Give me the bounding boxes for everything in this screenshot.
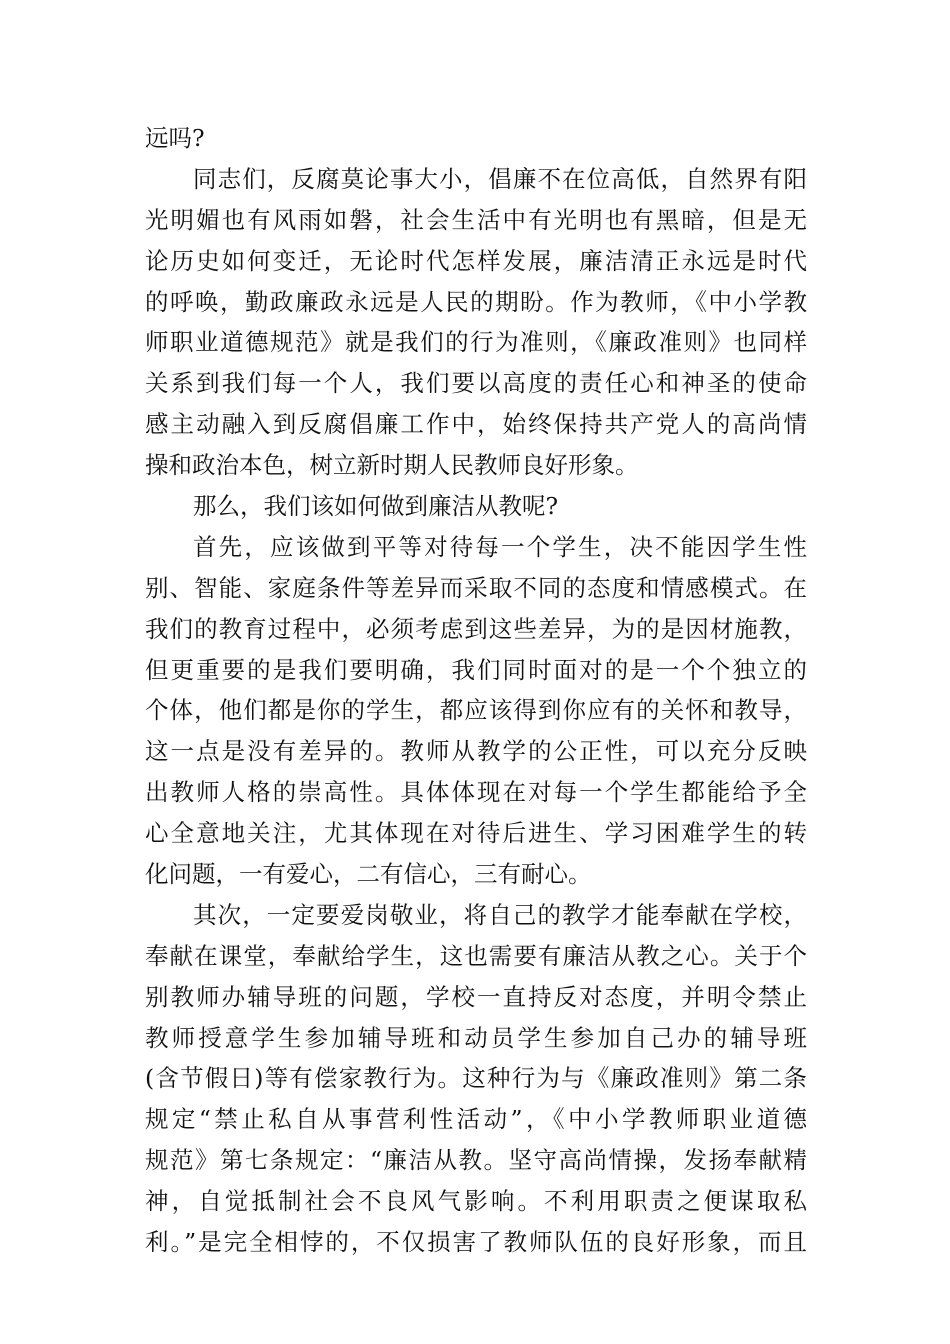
text-line: 心全意地关注，尤其体现在对待后进生、学习困难学生的转 xyxy=(145,819,807,848)
text-line: 师职业道德规范》就是我们的行为准则，《廉政准则》也同样 xyxy=(145,328,807,357)
text-line: 同志们，反腐莫论事大小，倡廉不在位高低，自然界有阳 xyxy=(193,164,807,193)
text-line: 光明媚也有风雨如磐，社会生活中有光明也有黑暗，但是无 xyxy=(145,205,807,234)
text-line: 关系到我们每一个人，我们要以高度的责任心和神圣的使命 xyxy=(145,369,807,398)
text-line: 远吗? xyxy=(145,124,205,152)
text-line: 的呼唤，勤政廉政永远是人民的期盼。作为教师，《中小学教 xyxy=(145,287,807,316)
text-line: 出教师人格的崇高性。具体体现在对每一个学生都能给予全 xyxy=(145,778,807,807)
text-line: 首先，应该做到平等对待每一个学生，决不能因学生性 xyxy=(193,532,807,561)
text-line: 神，自觉抵制社会不良风气影响。不利用职责之便谋取私 xyxy=(145,1187,807,1216)
text-line: 我们的教育过程中，必须考虑到这些差异，为的是因材施教， xyxy=(145,614,807,643)
text-line: (含节假日)等有偿家教行为。这种行为与《廉政准则》第二条 xyxy=(145,1064,807,1093)
text-line: 化问题，一有爱心，二有信心，三有耐心。 xyxy=(145,860,592,889)
body-text xyxy=(145,118,807,1263)
text-line: 操和政治本色，树立新时期人民教师良好形象。 xyxy=(145,451,639,480)
text-line: 奉献在课堂，奉献给学生，这也需要有廉洁从教之心。关于个 xyxy=(145,941,807,970)
text-line: 其次，一定要爱岗敬业，将自己的教学才能奉献在学校， xyxy=(193,900,807,929)
text-line: 规定“禁止私自从事营利性活动”，《中小学教师职业道德 xyxy=(145,1105,807,1134)
text-line: 个体，他们都是你的学生，都应该得到你应有的关怀和教导， xyxy=(145,696,807,725)
text-line: 教师授意学生参加辅导班和动员学生参加自己办的辅导班 xyxy=(145,1023,807,1052)
text-line: 感主动融入到反腐倡廉工作中，始终保持共产党人的高尚情 xyxy=(145,410,807,439)
text-line: 利。”是完全相悖的，不仅损害了教师队伍的良好形象，而且 xyxy=(145,1228,807,1257)
text-line: 那么，我们该如何做到廉洁从教呢? xyxy=(193,492,559,521)
text-line: 论历史如何变迁，无论时代怎样发展，廉洁清正永远是时代 xyxy=(145,246,807,275)
text-line: 但更重要的是我们要明确，我们同时面对的是一个个独立的 xyxy=(145,655,807,684)
text-line: 别教师办辅导班的问题，学校一直持反对态度，并明令禁止 xyxy=(145,982,807,1011)
text-line: 这一点是没有差异的。教师从教学的公正性，可以充分反映 xyxy=(145,737,807,766)
text-line: 别、智能、家庭条件等差异而采取不同的态度和情感模式。在 xyxy=(145,573,807,602)
text-line: 规范》第七条规定：“廉洁从教。坚守高尚情操，发扬奉献精 xyxy=(145,1146,807,1175)
